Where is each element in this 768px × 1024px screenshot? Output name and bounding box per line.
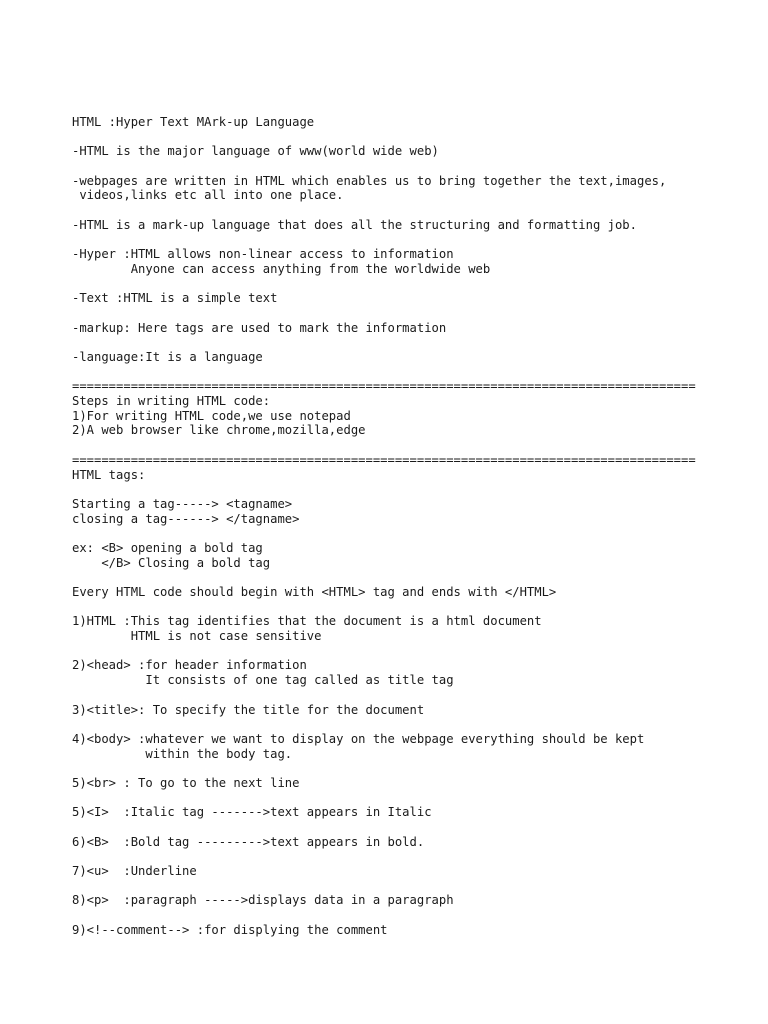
text-line: -markup: Here tags are used to mark the information (72, 320, 447, 335)
text-line: 9)<!--comment--> :for displying the comment (72, 922, 388, 937)
text-line (72, 130, 752, 145)
text-line (72, 761, 752, 776)
text-line (72, 526, 752, 541)
text-line: -Hyper :HTML allows non-linear access to information (72, 247, 454, 262)
text-line: -HTML is the major language of www(world wide web) (72, 144, 439, 159)
text-line (72, 717, 752, 732)
text-line (72, 159, 752, 174)
text-line: HTML is not case sensitive (72, 629, 322, 644)
text-line: -Text :HTML is a simple text (72, 291, 278, 306)
text-line: Every HTML code should begin with <HTML> tag and ends with </HTML> (72, 585, 557, 599)
text-line: HTML :Hyper Text MArk-up Language (72, 115, 315, 129)
text-line: 5)<I> :Italic tag ------->text appears in Italic (72, 805, 432, 820)
text-line: closing a tag------> </tagname> (72, 511, 300, 526)
text-line: 4)<body> :whatever we want to display on the webpage everything should be kept (72, 731, 645, 746)
text-line (72, 306, 752, 321)
text-line: 6)<B> :Bold tag --------->text appears in bold. (72, 834, 425, 849)
text-line (72, 879, 752, 894)
text-line: videos,links etc all into one place. (72, 188, 344, 203)
text-line (72, 438, 752, 453)
text-line (72, 688, 752, 703)
text-line: Steps in writing HTML code: (72, 394, 271, 409)
text-line: -language:It is a language (72, 350, 263, 364)
separator-line: ===================================================================================== (72, 379, 696, 394)
text-line: </B> Closing a bold tag (72, 555, 271, 570)
text-line (72, 277, 752, 292)
text-line (72, 849, 752, 864)
text-line (72, 908, 752, 923)
text-line: Starting a tag-----> <tagname> (72, 496, 293, 511)
text-line (72, 644, 752, 659)
text-line: 7)<u> :Underline (72, 864, 197, 879)
text-line: 1)HTML :This tag identifies that the document is a html document (72, 614, 542, 629)
text-line: ex: <B> opening a bold tag (72, 540, 263, 555)
text-line: It consists of one tag called as title tag (72, 673, 454, 688)
text-line: Anyone can access anything from the worldwide web (72, 261, 491, 276)
text-line: 5)<br> : To go to the next line (72, 775, 300, 790)
separator-line: ===================================================================================== (72, 452, 696, 467)
text-line: HTML tags: (72, 467, 146, 482)
text-line: 8)<p> :paragraph ----->displays data in a paragraph (72, 893, 454, 908)
text-line (72, 335, 752, 350)
text-line (72, 203, 752, 218)
text-line (72, 791, 752, 806)
text-line (72, 570, 752, 585)
text-line (72, 365, 752, 380)
text-line: 2)A web browser like chrome,mozilla,edge (72, 423, 366, 438)
text-line (72, 482, 752, 497)
text-line: 2)<head> :for header information (72, 658, 307, 673)
text-line: 3)<title>: To specify the title for the document (72, 702, 425, 717)
text-line (72, 820, 752, 835)
text-line: -HTML is a mark-up language that does all the structuring and formatting job. (72, 217, 637, 232)
text-line: 1)For writing HTML code,we use notepad (72, 408, 351, 423)
text-line: within the body tag. (72, 746, 293, 761)
text-line: -webpages are written in HTML which enables us to bring together the text,images, (72, 173, 667, 188)
text-line (72, 233, 752, 248)
document-body (72, 115, 752, 938)
text-line (72, 600, 752, 615)
